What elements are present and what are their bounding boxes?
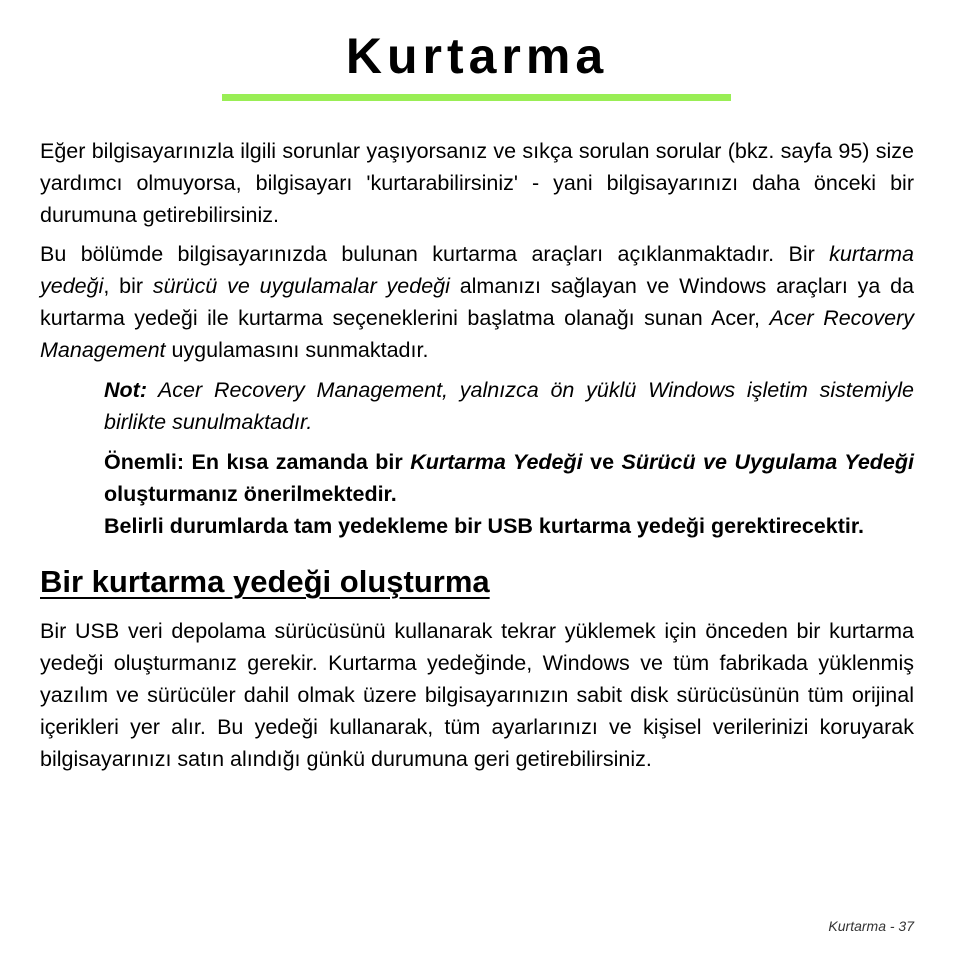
section-body: Bir USB veri depolama sürücüsünü kullanarak tekrar yüklemek için önceden bir kurtarma yedeği oluşturmanız gerekir. Kurtarma yedeğinde, Windows ve tüm fabrikada yüklenmiş yazılım ve sürücüler dahil olmak üzere bilgisayarınızın sabit disk sürücüsünün tüm orijinal içerikleri yer alır. Bu yedeği kullanarak, tüm ayarlarınızı ve kişisel verilerinizi koruyarak bilgisayarınızı satın alındığı günkü durumuna geri getirebilirsiniz. [40,619,914,771]
important-text-c: oluşturmanız önerilmektedir. [104,482,397,506]
intro-paragraph-1: Eğer bilgisayarınızla ilgili sorunlar yaşıyorsanız ve sıkça sorulan sorular (bkz. sayfa 95) size yardımcı olmuyorsa, bilgisayarı 'kurtarabilirsiniz' - yani bilgisayarınızı daha önceki bir durumuna getirebilirsiniz. [40,139,914,227]
important-italic-2: Sürücü ve Uygulama Yedeği [621,450,914,474]
intro-p2-text-b: , bir [103,274,153,298]
intro-p2-text-d: uygulamasını sunmaktadır. [165,338,429,362]
intro-p2-italic-2: sürücü ve uygulamalar yedeği [152,274,450,298]
page-title: Kurtarma [345,28,609,84]
intro-p2-italic-3: Acer Recovery Management [40,306,914,362]
section-heading-text: Bir kurtarma yedeği oluşturma [40,564,490,599]
intro-paragraph-2 [40,238,914,366]
important-paragraph [104,446,914,510]
note-text: Acer Recovery Management, yalnızca ön yüklü Windows işletim sistemiyle birlikte sunulmaktadır. [104,378,914,434]
page-footer: Kurtarma - 37 [828,918,914,934]
intro-p2-text-c: almanızı sağlayan ve Windows araçları ya da kurtarma yedeği ile kurtarma seçeneklerini başlatma olanağı sunan Acer, [40,274,914,330]
page-content [40,135,914,775]
important-text-b: ve [582,450,622,474]
note-label: Not: [104,378,147,402]
important-text-a: Önemli: En kısa zamanda bir [104,450,411,474]
intro-p2-italic-1: kurtarma yedeği [40,242,914,298]
section-heading [40,562,914,605]
title-underline-bar [222,94,731,101]
note-paragraph [104,374,914,438]
important-italic-1: Kurtarma Yedeği [410,450,583,474]
intro-p2-text-a: Bu bölümde bilgisayarınızda bulunan kurtarma araçları açıklanmaktadır. Bir [40,242,830,266]
important-paragraph-2: Belirli durumlarda tam yedekleme bir USB kurtarma yedeği gerektirecektir. [104,514,864,538]
